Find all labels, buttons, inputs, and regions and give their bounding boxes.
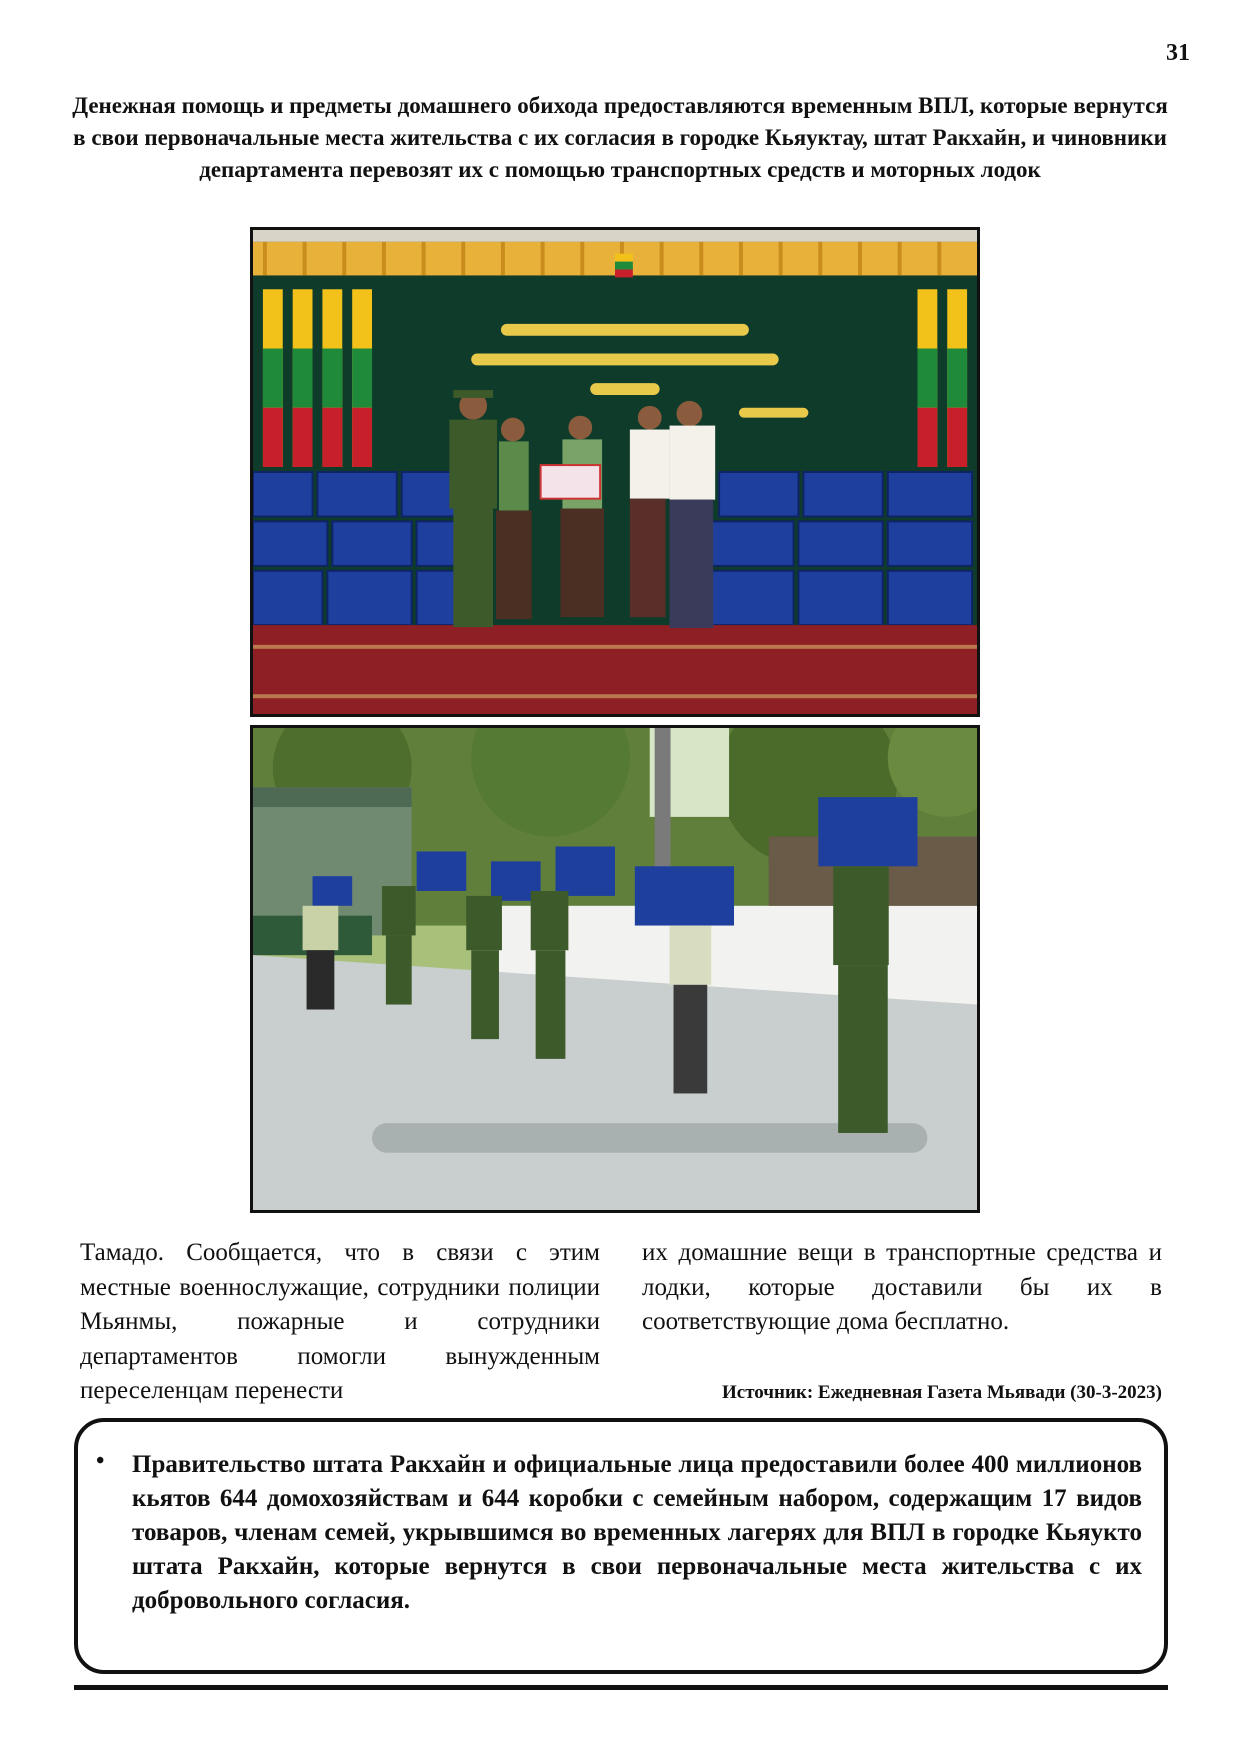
- summary-callout: [74, 1418, 1168, 1674]
- photo-caption: Денежная помощь и предметы домашнего обихода предоставляются временным ВПЛ, которые вернутся в свои первоначальные места жительства с их согласия в городке Кьяуктау, штат Ракхайн, и чиновники департамента перевозят их с помощью транспортных средств и моторных лодок: [72, 93, 1168, 182]
- carrying-boxes-photo: [250, 725, 980, 1213]
- source-citation: Источник: Ежедневная Газета Мьявади (30-3-2023): [722, 1382, 1162, 1403]
- bullet-icon: •: [96, 1448, 105, 1474]
- article-right-column: их домашние вещи в транспортные средства и лодки, которые доставили бы их в соответствующие дома бесплатно.: [642, 1239, 1162, 1335]
- bottom-rule: [74, 1685, 1168, 1690]
- ceremony-photo: [250, 227, 980, 717]
- summary-callout-text: Правительство штата Ракхайн и официальные лица предоставили более 400 миллионов кьятов 644 домохозяйствам и 644 коробки с семейным набором, содержащим 17 видов товаров, членам семей, укрывшимся во временных лагерях для ВПЛ в городке Кьяукто штата Ракхайн, которые вернутся в свои первоначальные места жительства с их добровольного согласия.: [132, 1451, 1142, 1614]
- ceremony-photo-icon: [253, 230, 977, 714]
- carrying-boxes-photo-icon: [253, 728, 977, 1210]
- page-number: 31: [1166, 40, 1190, 66]
- article-left-column: Тамадо. Сообщается, что в связи с этим местные военнослужащие, сотрудники полиции Мьянмы, пожарные и сотрудники департаментов помогли вынужденным переселенцам перенести: [80, 1239, 600, 1404]
